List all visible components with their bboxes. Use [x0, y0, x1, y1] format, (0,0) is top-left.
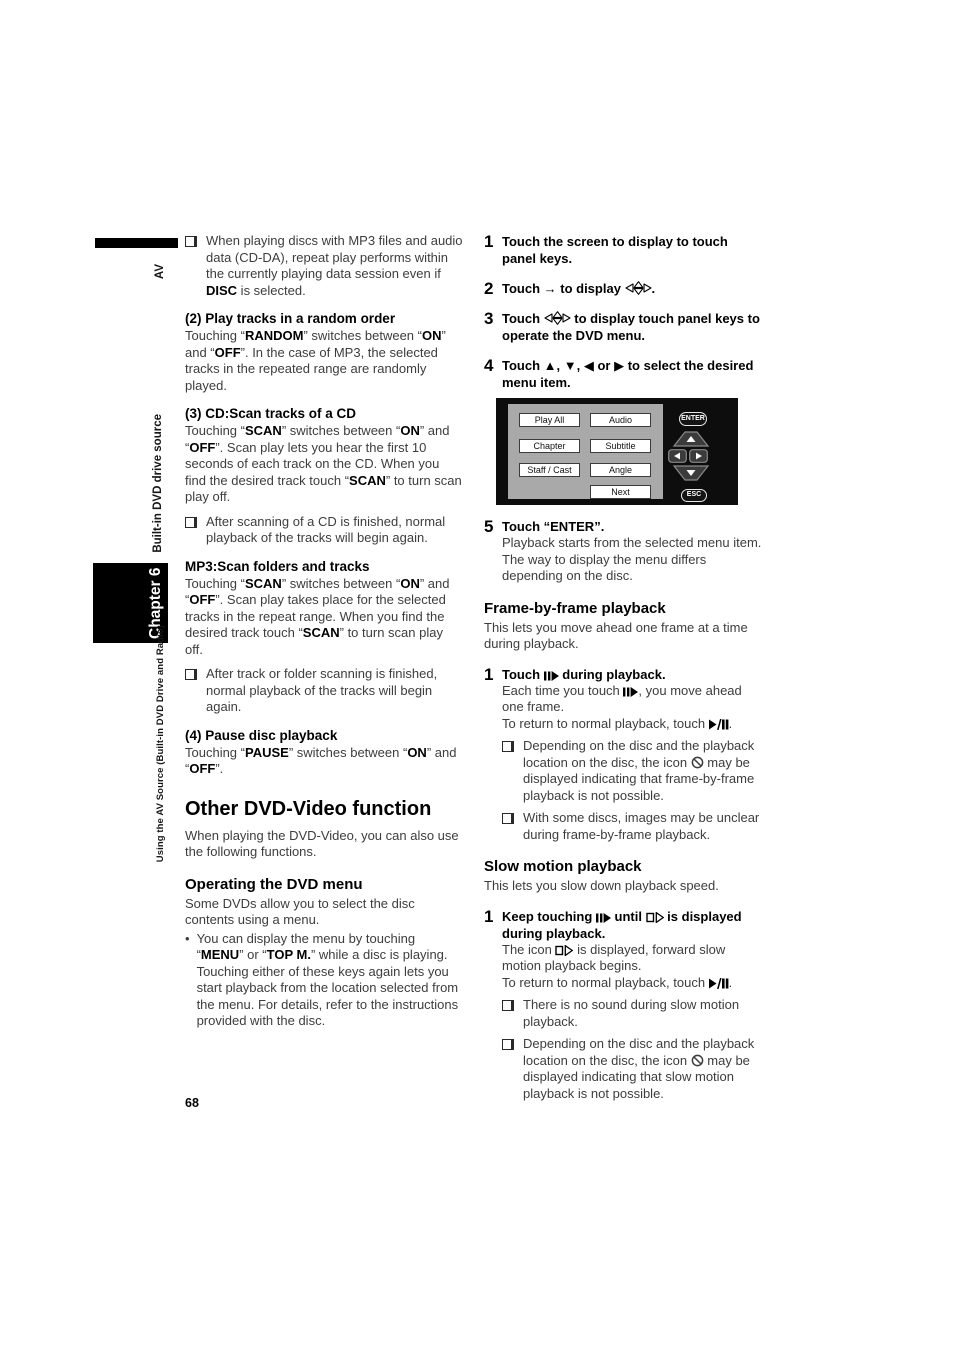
dvd-menu-key: Subtitle: [590, 439, 651, 453]
left-arrow-button: [668, 449, 687, 463]
note-square-icon: [185, 236, 197, 247]
step-number: 5: [484, 517, 494, 536]
no-play-icon: [691, 756, 704, 769]
dvd-menu-panel-figure: [496, 398, 738, 505]
note-item: [185, 514, 463, 547]
sub-heading: (2) Play tracks in a random order: [185, 311, 396, 326]
slow-motion-icon: [555, 945, 573, 956]
paragraph: Touching “SCAN” switches between “ON” and “OFF”. Scan play takes place for the selected tracks in the repeat range. When you find the desired track touch “SCAN” to turn scan play off.: [185, 575, 450, 657]
four-way-icon: [544, 311, 571, 325]
paragraph: Some DVDs allow you to select the disc contents using a menu.: [185, 895, 415, 927]
section-title: Other DVD-Video function: [185, 797, 432, 820]
sidebar-top-bar: [95, 238, 178, 248]
step-title: Touch “ENTER”.: [502, 519, 605, 534]
step-number: 2: [484, 279, 494, 298]
note-text: With some discs, images may be unclear during frame-by-frame playback.: [523, 810, 760, 842]
frame-advance-icon: [623, 687, 638, 697]
right-column: [484, 233, 762, 1102]
step-content: [502, 666, 762, 733]
chapter-badge-label: Chapter 6: [147, 567, 164, 639]
step-body-paragraph: To return to normal playback, touch .: [502, 715, 733, 731]
sidebar-section-bottom-label: Using the AV Source (Built-in DVD Drive and Radio): [155, 624, 166, 862]
slow-motion-icon: [646, 912, 664, 923]
step-title: Touch during playback.: [502, 666, 666, 682]
sub-heading: MP3:Scan folders and tracks: [185, 558, 370, 574]
left-triangle-icon: ◀: [583, 358, 594, 373]
dvd-menu-key: Play All: [519, 413, 580, 427]
frame-advance-icon: [596, 913, 611, 923]
instruction-step: [484, 310, 762, 344]
subsection-heading: Frame-by-frame playback: [484, 599, 666, 617]
step-number: 4: [484, 356, 494, 375]
note-text: Depending on the disc and the playback location on the disc, the icon may be displayed indicating that slow motion playback is not possible.: [523, 1036, 755, 1101]
bullet-text: You can display the menu by touching “MENU” or “TOP M.” while a disc is playing. Touching either of these keys again lets you start playback from the location selected from the menu. For details, refer to the instructions provided with the disc.: [196, 930, 459, 1028]
note-square-icon: [185, 669, 197, 680]
paragraph: This lets you move ahead one frame at a time during playback.: [484, 619, 748, 651]
step-number: 1: [484, 232, 494, 251]
step-content: [502, 310, 762, 344]
note-item: [502, 1036, 762, 1102]
dvd-menu-area: [508, 404, 663, 499]
left-column: [185, 233, 463, 1030]
step-title: Touch to display touch panel keys to operate the DVD menu.: [502, 311, 760, 343]
step-number: 3: [484, 309, 494, 328]
up-arrow-button: [672, 431, 710, 447]
step-body-paragraph: The icon is displayed, forward slow motion playback begins.: [502, 941, 726, 973]
step-title: Touch ▲, ▼, ◀ or ▶ to select the desired menu item.: [502, 358, 754, 390]
down-triangle-icon: ▼: [563, 358, 577, 373]
note-item: [502, 738, 762, 804]
step-body-paragraph: To return to normal playback, touch .: [502, 974, 733, 990]
note-text: When playing discs with MP3 files and audio data (CD-DA), repeat play performs within the currently playing data session even if DISC is selected.: [206, 233, 463, 298]
step-content: [502, 280, 762, 297]
step-content: [502, 908, 762, 992]
note-square-icon: [502, 813, 514, 824]
instruction-step: [484, 666, 762, 733]
instruction-step: [484, 233, 762, 267]
sub-heading: (4) Pause disc playback: [185, 727, 338, 743]
sub-heading: (3) CD:Scan tracks of a CD: [185, 406, 357, 421]
four-way-icon: [625, 281, 652, 295]
right-arrow-button: [689, 449, 708, 463]
paragraph: Touching “SCAN” switches between “ON” and “OFF”. Scan play lets you hear the first 10 seconds of each track on the CD. When you find the desired track touch “SCAN” to turn scan play off.: [185, 423, 462, 504]
step-title: Keep touching until is displayed during playback.: [502, 908, 742, 941]
right-arrow-icon: →: [543, 281, 557, 296]
paragraph: This lets you slow down playback speed.: [484, 878, 719, 893]
bullet-dot-icon: •: [185, 930, 190, 946]
step-body-paragraph: Each time you touch , you move ahead one frame.: [502, 682, 742, 714]
dvd-menu-key: Angle: [590, 463, 651, 477]
step-body-paragraph: The way to display the menu differs depending on the disc.: [502, 551, 707, 583]
step-title: Touch the screen to display to touch panel keys.: [502, 234, 728, 266]
paragraph: Touching “RANDOM” switches between “ON” and “OFF”. In the case of MP3, the selected tracks in the repeated range are randomly played.: [185, 328, 446, 393]
down-arrow-button: [672, 465, 710, 481]
step-number: 1: [484, 906, 494, 926]
sidebar-section-top-label: Built-in DVD drive source: [152, 414, 164, 553]
frame-advance-icon: [544, 671, 559, 681]
step-content: [502, 233, 762, 267]
instruction-step: [484, 280, 762, 297]
dvd-menu-key: Staff / Cast: [519, 463, 580, 477]
subsection-heading: Slow motion playback: [484, 858, 642, 875]
note-item: [185, 233, 463, 299]
step-body: [502, 535, 762, 585]
note-square-icon: [502, 1039, 514, 1050]
step-title: Touch → to display .: [502, 281, 656, 296]
instruction-step: [484, 518, 762, 585]
instruction-step: [484, 357, 762, 391]
step-body: [502, 683, 762, 733]
dvd-menu-key: Next: [590, 485, 651, 499]
enter-key: ENTER: [679, 412, 707, 426]
note-item: [502, 810, 762, 843]
bullet-item: [185, 931, 463, 1030]
play-pause-icon: [709, 719, 729, 730]
up-triangle-icon: ▲: [543, 358, 557, 373]
dvd-menu-key: Audio: [590, 413, 651, 427]
no-play-icon: [691, 1054, 704, 1067]
paragraph: When playing the DVD-Video, you can also use the following functions.: [185, 827, 459, 859]
note-text: After scanning of a CD is finished, normal playback of the tracks will begin again.: [206, 513, 446, 545]
instruction-step: [484, 908, 762, 992]
note-square-icon: [502, 1000, 514, 1011]
note-text: Depending on the disc and the playback location on the disc, the icon may be displayed indicating that frame-by-frame playback is not possible.: [523, 738, 755, 803]
note-square-icon: [502, 741, 514, 752]
step-number: 1: [484, 664, 494, 684]
sidebar-av-tab: AV: [154, 263, 166, 279]
dvd-menu-key: Chapter: [519, 439, 580, 453]
subsection-heading: Operating the DVD menu: [185, 875, 363, 893]
paragraph: Touching “PAUSE” switches between “ON” and “OFF”.: [185, 744, 457, 776]
esc-key: ESC: [681, 489, 707, 502]
page-number: 68: [185, 1096, 199, 1110]
play-pause-icon: [709, 978, 729, 989]
note-text: There is no sound during slow motion playback.: [523, 997, 740, 1029]
step-body: [502, 942, 762, 992]
note-square-icon: [185, 517, 197, 528]
note-item: [185, 666, 463, 716]
note-item: [502, 997, 762, 1030]
step-body-paragraph: Playback starts from the selected menu item.: [502, 535, 762, 550]
note-text: After track or folder scanning is finished, normal playback of the tracks will begin again.: [206, 666, 438, 714]
step-content: [502, 518, 762, 585]
step-content: [502, 357, 762, 391]
right-triangle-icon: ▶: [614, 358, 625, 373]
